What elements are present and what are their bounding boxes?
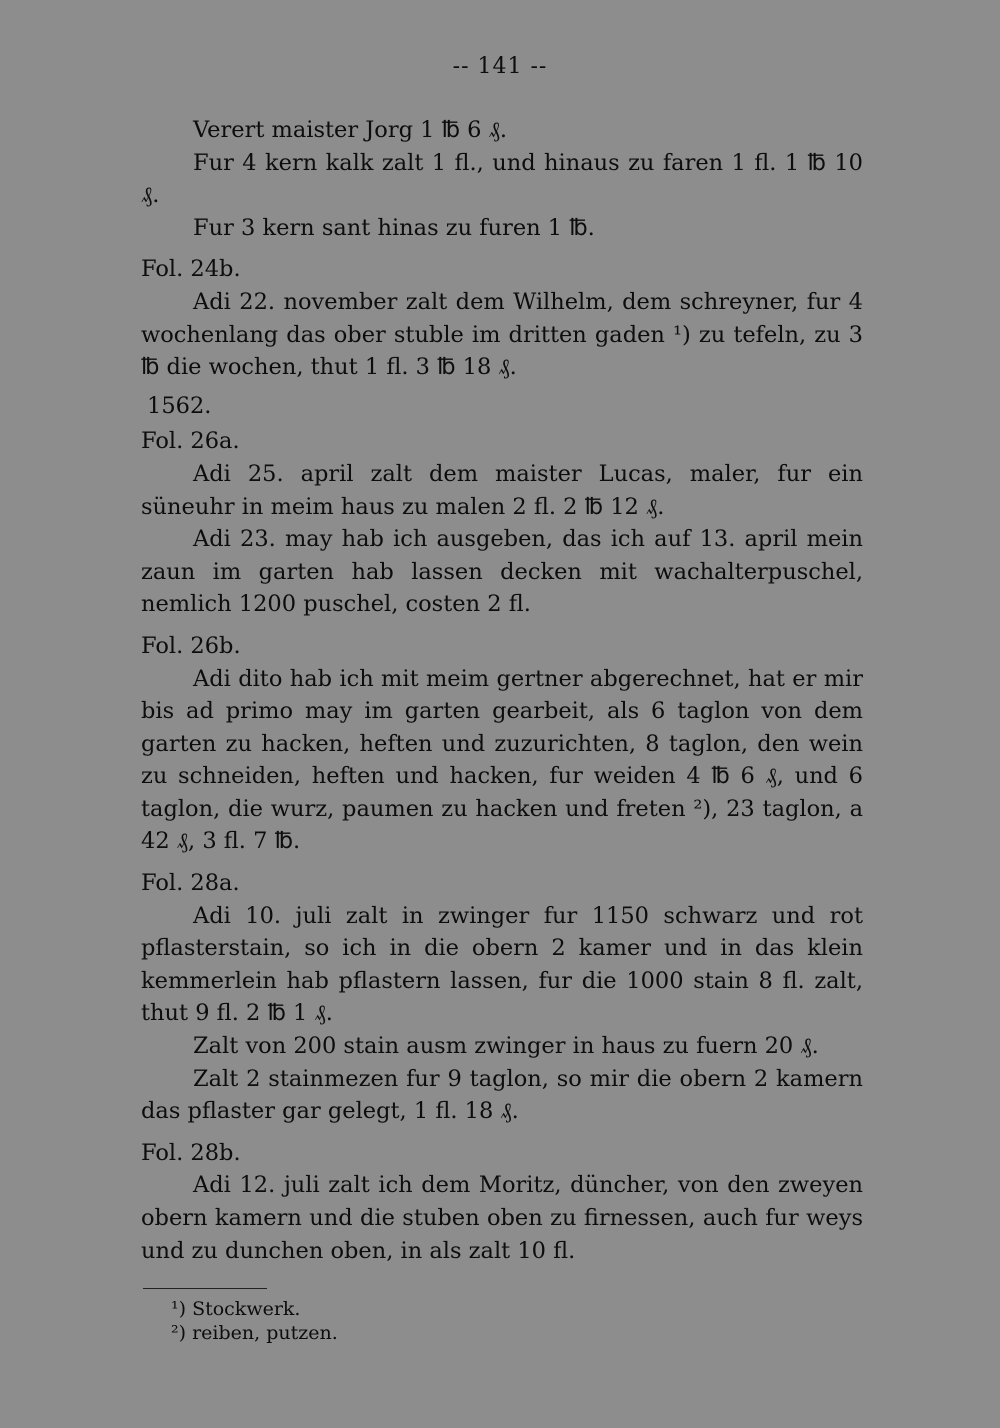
folio-heading: Fol. 26a.	[141, 428, 240, 455]
entry-paragraph: Adi 25. april zalt dem maister Lucas, maler, fur ein süneuhr in meim haus zu malen 2 fl. 2 ℔ 12 ₰.	[141, 460, 863, 520]
folio-heading: Fol. 24b.	[141, 256, 241, 283]
entry-paragraph: Adi 12. juli zalt ich dem Moritz, düncher, von den zweyen obern kamern und die stuben oben zu firnessen, auch fur weys und zu dunchen oben, in als zalt 10 fl.	[141, 1172, 863, 1264]
page-number: -- 141 --	[452, 54, 548, 79]
footnote: ²) reiben, putzen.	[171, 1322, 338, 1344]
entry-paragraph: Adi dito hab ich mit meim gertner abgerechnet, hat er mir bis ad primo may im garten gearbeit, als 6 taglon von dem garten zu hacken, heften und zuzurichten, 8 taglon, den wein zu schneiden, heften und hacken, fur weiden 4 ℔ 6 ₰, und 6 taglon, die wurz, paumen zu hacken und freten ²), 23 taglon, a 42 ₰, 3 fl. 7 ℔.	[141, 665, 863, 855]
year-heading: 1562.	[147, 392, 212, 419]
entry-paragraph: Fur 3 kern sant hinas zu furen 1 ℔.	[193, 214, 595, 241]
footnote-rule	[143, 1288, 267, 1289]
folio-heading: Fol. 28a.	[141, 870, 240, 897]
footnotes	[171, 1297, 338, 1345]
entry-paragraph: Fur 4 kern kalk zalt 1 fl., und hinaus zu faren 1 fl. 1 ℔ 10 ₰.	[141, 149, 863, 209]
folio-heading: Fol. 28b.	[141, 1139, 241, 1166]
footnote: ¹) Stockwerk.	[171, 1298, 301, 1320]
entry-paragraph: Adi 23. may hab ich ausgeben, das ich auf 13. april mein zaun im garten hab lassen decken mit wachalterpuschel, nemlich 1200 puschel, costen 2 fl.	[141, 526, 863, 618]
entry-paragraph: Adi 22. november zalt dem Wilhelm, dem schreyner, fur 4 wochenlang das ober stuble im dritten gaden ¹) zu tefeln, zu 3 ℔ die wochen, thut 1 fl. 3 ℔ 18 ₰.	[141, 288, 863, 381]
entry-paragraph: Zalt von 200 stain ausm zwinger in haus zu fuern 20 ₰.	[193, 1033, 819, 1060]
folio-heading: Fol. 26b.	[141, 632, 241, 659]
body-text	[141, 114, 863, 1267]
entry-paragraph: Verert maister Jorg 1 ℔ 6 ₰.	[193, 117, 508, 143]
entry-paragraph: Zalt 2 stainmezen fur 9 taglon, so mir die obern 2 kamern das pflaster gar gelegt, 1 fl. 18 ₰.	[141, 1065, 863, 1125]
entry-paragraph: Adi 10. juli zalt in zwinger fur 1150 schwarz und rot pflasterstain, so ich in die obern 2 kamer und in das klein kemmerlein hab pflastern lassen, fur die 1000 stain 8 fl. zalt, thut 9 fl. 2 ℔ 1 ₰.	[141, 902, 863, 1027]
